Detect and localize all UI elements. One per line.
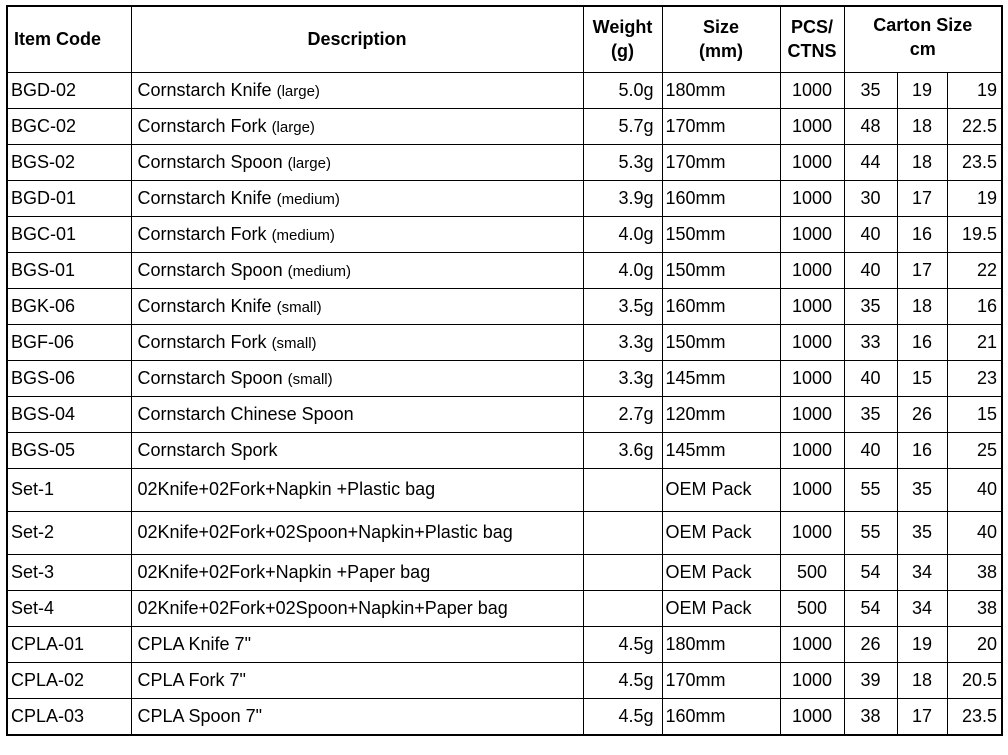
weight-cell: 3.3g bbox=[583, 324, 662, 360]
weight-cell: 3.5g bbox=[583, 288, 662, 324]
description-text: CPLA Knife 7" bbox=[137, 633, 251, 654]
item-code-cell: BGD-01 bbox=[7, 180, 131, 216]
carton-height-cell: 25 bbox=[947, 432, 1002, 468]
description-cell bbox=[131, 216, 583, 252]
carton-height-cell: 19 bbox=[947, 180, 1002, 216]
description-text: 02Knife+02Fork+02Spoon+Napkin+Paper bag bbox=[137, 597, 508, 618]
table-row bbox=[7, 468, 1002, 511]
description-text: Cornstarch Chinese Spoon bbox=[137, 403, 354, 424]
size-cell: 120mm bbox=[662, 396, 780, 432]
carton-height-cell: 38 bbox=[947, 554, 1002, 590]
weight-cell bbox=[583, 468, 662, 511]
pcs-cell: 1000 bbox=[780, 288, 844, 324]
carton-height-cell: 22 bbox=[947, 252, 1002, 288]
size-cell: 150mm bbox=[662, 252, 780, 288]
pcs-cell: 1000 bbox=[780, 72, 844, 108]
pcs-cell: 1000 bbox=[780, 662, 844, 698]
carton-length-cell: 54 bbox=[844, 554, 897, 590]
item-code-cell: Set-3 bbox=[7, 554, 131, 590]
table-row bbox=[7, 626, 1002, 662]
header-item-code: Item Code bbox=[7, 6, 131, 72]
size-note: (small) bbox=[287, 370, 333, 388]
carton-length-cell: 40 bbox=[844, 252, 897, 288]
carton-length-cell: 48 bbox=[844, 108, 897, 144]
pcs-cell: 1000 bbox=[780, 360, 844, 396]
carton-length-cell: 40 bbox=[844, 360, 897, 396]
description-text: Cornstarch Spork bbox=[137, 439, 278, 460]
carton-width-cell: 18 bbox=[897, 108, 947, 144]
carton-height-cell: 20.5 bbox=[947, 662, 1002, 698]
item-code-cell: BGD-02 bbox=[7, 72, 131, 108]
weight-cell: 2.7g bbox=[583, 396, 662, 432]
item-code-cell: Set-1 bbox=[7, 468, 131, 511]
description-cell bbox=[131, 360, 583, 396]
carton-height-cell: 23.5 bbox=[947, 698, 1002, 735]
description-text: Cornstarch Spoon bbox=[137, 151, 283, 172]
size-cell: 170mm bbox=[662, 108, 780, 144]
carton-width-cell: 34 bbox=[897, 590, 947, 626]
pcs-cell: 500 bbox=[780, 554, 844, 590]
pcs-cell: 1000 bbox=[780, 324, 844, 360]
description-text: 02Knife+02Fork+02Spoon+Napkin+Plastic bag bbox=[137, 522, 513, 542]
carton-height-cell: 22.5 bbox=[947, 108, 1002, 144]
pcs-cell: 1000 bbox=[780, 511, 844, 554]
description-text: CPLA Spoon 7" bbox=[137, 705, 262, 726]
description-text: Cornstarch Spoon bbox=[137, 367, 283, 388]
size-cell: OEM Pack bbox=[662, 511, 780, 554]
carton-width-cell: 18 bbox=[897, 662, 947, 698]
table-body bbox=[7, 72, 1002, 735]
size-cell: 180mm bbox=[662, 626, 780, 662]
item-code-cell: BGK-06 bbox=[7, 288, 131, 324]
carton-width-cell: 19 bbox=[897, 626, 947, 662]
table-row bbox=[7, 590, 1002, 626]
weight-cell: 4.0g bbox=[583, 216, 662, 252]
description-cell bbox=[131, 108, 583, 144]
description-cell bbox=[131, 626, 583, 662]
carton-height-cell: 23 bbox=[947, 360, 1002, 396]
header-pcs-ctns: PCS/ CTNS bbox=[780, 6, 844, 72]
pcs-cell: 1000 bbox=[780, 108, 844, 144]
weight-cell: 3.6g bbox=[583, 432, 662, 468]
weight-cell: 3.3g bbox=[583, 360, 662, 396]
carton-width-cell: 17 bbox=[897, 252, 947, 288]
pcs-cell: 1000 bbox=[780, 144, 844, 180]
description-cell bbox=[131, 662, 583, 698]
size-cell: 160mm bbox=[662, 180, 780, 216]
table-row bbox=[7, 180, 1002, 216]
carton-width-cell: 16 bbox=[897, 432, 947, 468]
carton-length-cell: 26 bbox=[844, 626, 897, 662]
carton-width-cell: 19 bbox=[897, 72, 947, 108]
carton-width-cell: 35 bbox=[897, 511, 947, 554]
table-row bbox=[7, 216, 1002, 252]
pcs-cell: 1000 bbox=[780, 432, 844, 468]
description-cell bbox=[131, 468, 583, 511]
size-cell: OEM Pack bbox=[662, 590, 780, 626]
description-cell bbox=[131, 511, 583, 554]
description-text: Cornstarch Knife bbox=[137, 295, 272, 316]
carton-length-cell: 39 bbox=[844, 662, 897, 698]
table-row bbox=[7, 108, 1002, 144]
pcs-cell: 500 bbox=[780, 590, 844, 626]
description-cell bbox=[131, 288, 583, 324]
carton-length-cell: 54 bbox=[844, 590, 897, 626]
carton-height-cell: 21 bbox=[947, 324, 1002, 360]
size-cell: 180mm bbox=[662, 72, 780, 108]
size-cell: 160mm bbox=[662, 698, 780, 735]
item-code-cell: BGS-06 bbox=[7, 360, 131, 396]
description-cell bbox=[131, 432, 583, 468]
description-text: Cornstarch Knife bbox=[137, 79, 272, 100]
description-text: 02Knife+02Fork+Napkin +Plastic bag bbox=[137, 479, 436, 499]
table-header-row bbox=[7, 6, 1002, 72]
weight-cell bbox=[583, 554, 662, 590]
pcs-cell: 1000 bbox=[780, 216, 844, 252]
description-text: Cornstarch Fork bbox=[137, 223, 267, 244]
carton-height-cell: 19 bbox=[947, 72, 1002, 108]
weight-cell: 5.3g bbox=[583, 144, 662, 180]
carton-height-cell: 40 bbox=[947, 511, 1002, 554]
size-note: (large) bbox=[276, 82, 320, 100]
size-cell: OEM Pack bbox=[662, 468, 780, 511]
size-note: (medium) bbox=[271, 226, 335, 244]
item-code-cell: CPLA-03 bbox=[7, 698, 131, 735]
pcs-cell: 1000 bbox=[780, 180, 844, 216]
description-cell bbox=[131, 144, 583, 180]
table-row bbox=[7, 360, 1002, 396]
size-cell: OEM Pack bbox=[662, 554, 780, 590]
size-note: (medium) bbox=[276, 190, 340, 208]
item-code-cell: BGF-06 bbox=[7, 324, 131, 360]
item-code-cell: CPLA-02 bbox=[7, 662, 131, 698]
carton-length-cell: 35 bbox=[844, 396, 897, 432]
description-text: Cornstarch Fork bbox=[137, 331, 267, 352]
description-cell bbox=[131, 396, 583, 432]
size-note: (large) bbox=[287, 154, 331, 172]
description-text: Cornstarch Fork bbox=[137, 115, 267, 136]
carton-width-cell: 18 bbox=[897, 144, 947, 180]
pcs-cell: 1000 bbox=[780, 698, 844, 735]
size-note: (large) bbox=[271, 118, 315, 136]
size-cell: 160mm bbox=[662, 288, 780, 324]
table-row bbox=[7, 662, 1002, 698]
carton-width-cell: 16 bbox=[897, 216, 947, 252]
header-carton-size: Carton Size cm bbox=[844, 6, 1002, 72]
carton-height-cell: 15 bbox=[947, 396, 1002, 432]
description-cell bbox=[131, 72, 583, 108]
carton-length-cell: 44 bbox=[844, 144, 897, 180]
size-cell: 150mm bbox=[662, 324, 780, 360]
table-row bbox=[7, 698, 1002, 735]
item-code-cell: BGC-01 bbox=[7, 216, 131, 252]
item-code-cell: BGC-02 bbox=[7, 108, 131, 144]
item-code-cell: Set-4 bbox=[7, 590, 131, 626]
carton-width-cell: 15 bbox=[897, 360, 947, 396]
table-row bbox=[7, 554, 1002, 590]
carton-length-cell: 35 bbox=[844, 288, 897, 324]
carton-length-cell: 55 bbox=[844, 511, 897, 554]
item-code-cell: BGS-05 bbox=[7, 432, 131, 468]
item-code-cell: BGS-01 bbox=[7, 252, 131, 288]
header-description: Description bbox=[131, 6, 583, 72]
description-cell bbox=[131, 180, 583, 216]
size-note: (medium) bbox=[287, 262, 351, 280]
header-weight: Weight (g) bbox=[583, 6, 662, 72]
table-row bbox=[7, 432, 1002, 468]
size-note: (small) bbox=[271, 334, 317, 352]
weight-cell: 4.5g bbox=[583, 626, 662, 662]
table-row bbox=[7, 144, 1002, 180]
description-text: Cornstarch Spoon bbox=[137, 259, 283, 280]
weight-cell: 4.5g bbox=[583, 698, 662, 735]
pcs-cell: 1000 bbox=[780, 396, 844, 432]
weight-cell bbox=[583, 590, 662, 626]
size-cell: 145mm bbox=[662, 360, 780, 396]
table-row bbox=[7, 396, 1002, 432]
carton-width-cell: 34 bbox=[897, 554, 947, 590]
carton-width-cell: 35 bbox=[897, 468, 947, 511]
item-code-cell: BGS-02 bbox=[7, 144, 131, 180]
description-text: 02Knife+02Fork+Napkin +Paper bag bbox=[137, 561, 431, 582]
carton-width-cell: 26 bbox=[897, 396, 947, 432]
size-cell: 170mm bbox=[662, 662, 780, 698]
table-row bbox=[7, 324, 1002, 360]
carton-height-cell: 20 bbox=[947, 626, 1002, 662]
description-cell bbox=[131, 554, 583, 590]
weight-cell: 5.7g bbox=[583, 108, 662, 144]
weight-cell: 4.5g bbox=[583, 662, 662, 698]
weight-cell: 3.9g bbox=[583, 180, 662, 216]
carton-length-cell: 30 bbox=[844, 180, 897, 216]
carton-height-cell: 23.5 bbox=[947, 144, 1002, 180]
carton-height-cell: 16 bbox=[947, 288, 1002, 324]
carton-length-cell: 55 bbox=[844, 468, 897, 511]
description-cell bbox=[131, 324, 583, 360]
description-text: Cornstarch Knife bbox=[137, 187, 272, 208]
description-cell bbox=[131, 698, 583, 735]
description-cell bbox=[131, 252, 583, 288]
carton-width-cell: 17 bbox=[897, 180, 947, 216]
carton-length-cell: 38 bbox=[844, 698, 897, 735]
size-note: (small) bbox=[276, 298, 322, 316]
carton-length-cell: 40 bbox=[844, 216, 897, 252]
weight-cell bbox=[583, 511, 662, 554]
item-code-cell: BGS-04 bbox=[7, 396, 131, 432]
carton-height-cell: 38 bbox=[947, 590, 1002, 626]
carton-height-cell: 40 bbox=[947, 468, 1002, 511]
pcs-cell: 1000 bbox=[780, 626, 844, 662]
size-cell: 150mm bbox=[662, 216, 780, 252]
size-cell: 170mm bbox=[662, 144, 780, 180]
carton-height-cell: 19.5 bbox=[947, 216, 1002, 252]
item-code-cell: Set-2 bbox=[7, 511, 131, 554]
table-row bbox=[7, 511, 1002, 554]
weight-cell: 5.0g bbox=[583, 72, 662, 108]
carton-length-cell: 33 bbox=[844, 324, 897, 360]
pcs-cell: 1000 bbox=[780, 468, 844, 511]
size-cell: 145mm bbox=[662, 432, 780, 468]
weight-cell: 4.0g bbox=[583, 252, 662, 288]
carton-length-cell: 35 bbox=[844, 72, 897, 108]
item-code-cell: CPLA-01 bbox=[7, 626, 131, 662]
carton-length-cell: 40 bbox=[844, 432, 897, 468]
carton-width-cell: 18 bbox=[897, 288, 947, 324]
header-size: Size (mm) bbox=[662, 6, 780, 72]
description-text: CPLA Fork 7" bbox=[137, 669, 246, 690]
table-row bbox=[7, 252, 1002, 288]
table-row bbox=[7, 72, 1002, 108]
table-row bbox=[7, 288, 1002, 324]
carton-width-cell: 16 bbox=[897, 324, 947, 360]
product-table bbox=[6, 5, 1003, 736]
description-cell bbox=[131, 590, 583, 626]
carton-width-cell: 17 bbox=[897, 698, 947, 735]
pcs-cell: 1000 bbox=[780, 252, 844, 288]
